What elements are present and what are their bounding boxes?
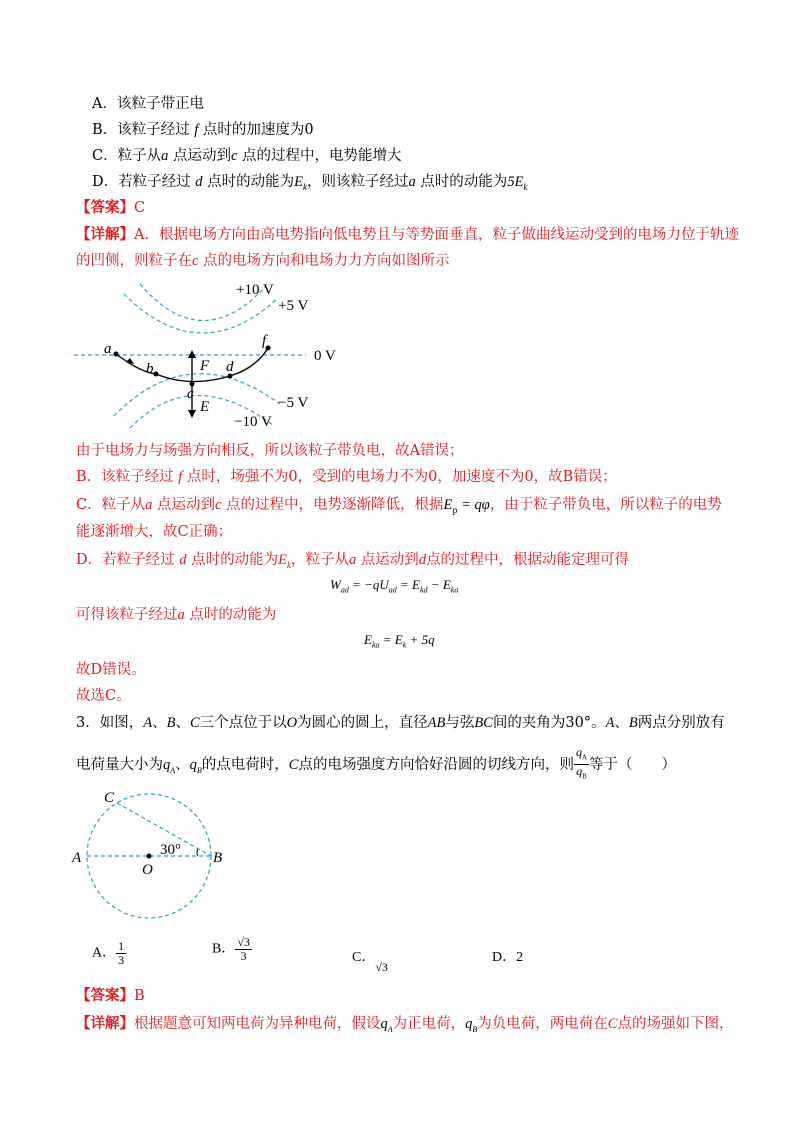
angle-arc (197, 849, 198, 856)
explain-q2-line9: 故D错误。 (76, 662, 146, 678)
circle-figure (68, 782, 238, 932)
equation-work-energy: $W_{ad} = -qU_{ad} = E_{kd} - E_{ka}$ (330, 577, 459, 595)
center-O (147, 854, 152, 859)
choice-c[interactable]: C．√3 (352, 950, 388, 974)
point-b (154, 372, 159, 377)
option-a: A．该粒子带正电 (92, 96, 204, 112)
explain-q2-line8: 可得该粒子经过a 点时的动能为 (76, 607, 277, 623)
svg-text:c: c (187, 386, 194, 402)
answer-q2: 【答案】C (76, 199, 146, 216)
explain-q2-line4: B．该粒子经过 f 点时，场强不为0，受到的电场力不为0，加速度不为0，故B错误； (76, 469, 617, 485)
label-minus5: −5 V (278, 395, 309, 411)
svg-text:a: a (104, 341, 112, 357)
choice-a[interactable]: A． $\frac{1}{3}$ (92, 939, 125, 967)
equipotential-minus5 (114, 374, 280, 416)
explain-q2-line10: 故选C。 (76, 688, 131, 704)
svg-text:O: O (142, 862, 153, 878)
explain-q2-line1: 【详解】A．根据电场方向由高电势指向低电势且与等势面垂直，粒子做曲线运动受到的电场力位于轨迹 (76, 226, 739, 243)
label-plus5: +5 V (278, 298, 309, 314)
svg-text:E: E (200, 399, 210, 415)
explain-q2-line3: 由于电场力与场强方向相反，所以该粒子带负电，故A错误； (76, 443, 464, 459)
choice-b[interactable]: B． $\frac{√3}{3}$ (212, 935, 250, 963)
svg-text:f: f (262, 333, 267, 349)
equipotential-figure (70, 278, 370, 438)
svg-text:b: b (146, 361, 154, 377)
svg-text:B: B (213, 850, 223, 866)
svg-text:30°: 30° (160, 842, 181, 858)
option-c: C．粒子从a 点运动到c 点的过程中，电势能增大 (92, 148, 402, 164)
q3-line2: 电荷量大小为$q_A$、$q_B$的点电荷时，C点的电场强度方向恰好沿圆的切线方向，则 $\frac{q_A}{q_B}$ 等于（ ） (76, 746, 676, 784)
explain-q2-line5: C．粒子从a 点运动到c 点的过程中，电势逐渐降低，根据$E_p = q\varphi$，由于粒子带负电，所以粒子的电势 (76, 497, 722, 515)
label-plus10: +10 V (236, 282, 274, 298)
svg-text:A: A (72, 850, 82, 866)
equation-kinetic-energy: $E_{ka} = E_k + 5q$ (364, 632, 435, 650)
point-a (114, 352, 119, 357)
explain-q2-line2: 的凹侧，则粒子在c 点的电场方向和电场力力方向如图所示 (76, 253, 450, 269)
explain-q2-line7: D．若粒子经过 d 点时的动能为$E_k$，粒子从a 点运动到d点的过程中，根据动能定理可得 (76, 552, 630, 570)
label-minus10: −10 V (234, 414, 272, 430)
svg-text:C: C (104, 790, 115, 806)
label-zero: 0 V (314, 348, 336, 364)
option-b: B．该粒子经过 f 点时的加速度为0 (92, 122, 314, 138)
point-f (266, 346, 271, 351)
explain-q3-line1: 【详解】根据题意可知两电荷为异种电荷，假设$q_A$为正电荷，$q_B$为负电荷，两电荷在C点的场强如下图， (76, 1015, 734, 1034)
svg-text:d: d (226, 359, 234, 375)
svg-text:F: F (200, 358, 210, 374)
option-d: D．若粒子经过 d 点时的动能为$E_k$，则该粒子经过a 点时的动能为$5E_k$ (92, 174, 528, 192)
ratio-fraction: $\frac{q_A}{q_B}$ (575, 745, 588, 781)
explain-q2-line6: 能逐渐增大，故C正确； (76, 524, 233, 540)
q3-line1: 3．如图，A、B、C三个点位于以O为圆心的圆上，直径AB与弦BC间的夹角为30°。A、B两点分别放有 (76, 715, 725, 731)
equipotential-plus5 (124, 294, 278, 333)
choice-d[interactable]: D．2 (492, 950, 524, 965)
answer-q3: 【答案】B (76, 987, 145, 1004)
